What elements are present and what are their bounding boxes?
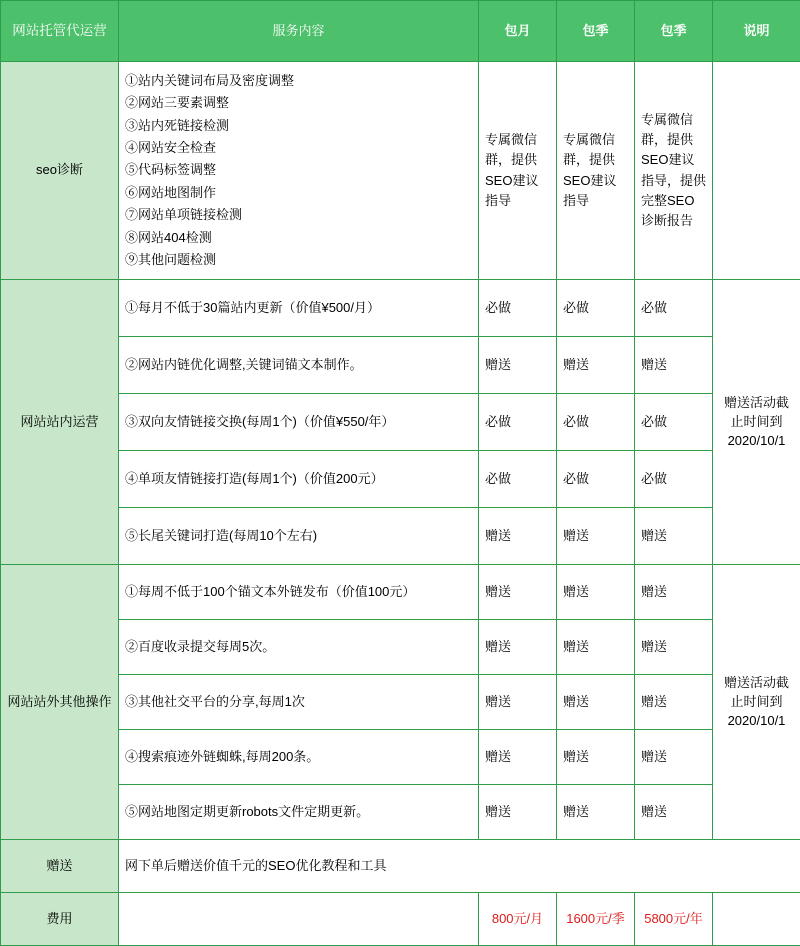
- category-fee: 费用: [1, 893, 119, 946]
- list-item: ④网站安全检查: [125, 137, 472, 159]
- header-quarterly: 包季: [557, 1, 635, 62]
- fee-note: [713, 893, 800, 946]
- offsite-item-desc: ②百度收录提交每周5次。: [119, 620, 479, 675]
- table-row: [1, 62, 800, 280]
- header-category: 网站托管代运营: [1, 1, 119, 62]
- fee-description: [119, 893, 479, 946]
- header-service: 服务内容: [119, 1, 479, 62]
- offsite-item-monthly: 赠送: [479, 565, 557, 620]
- table-row: [1, 337, 800, 394]
- onsite-item-monthly: 必做: [479, 451, 557, 508]
- onsite-item-quarterly: 必做: [557, 451, 635, 508]
- list-item: ⑦网站单项链接检测: [125, 204, 472, 226]
- onsite-item-desc: ③双向友情链接交换(每周1个)（价值¥550/年）: [119, 394, 479, 451]
- table-row: [1, 280, 800, 337]
- offsite-item-desc: ③其他社交平台的分享,每周1次: [119, 675, 479, 730]
- list-item: ⑧网站404检测: [125, 227, 472, 249]
- onsite-item-monthly: 赠送: [479, 337, 557, 394]
- onsite-item-quarterly: 必做: [557, 280, 635, 337]
- onsite-item-monthly: 赠送: [479, 508, 557, 565]
- seo-diagnosis-quarterly-2: 专属微信群，提供SEO建议指导，提供完整SEO诊断报告: [635, 62, 713, 280]
- offsite-item-quarterly-2: 赠送: [635, 675, 713, 730]
- offsite-item-quarterly: 赠送: [557, 620, 635, 675]
- offsite-note: 赠送活动截止时间到2020/10/1: [713, 565, 800, 840]
- seo-diagnosis-monthly: 专属微信群，提供SEO建议指导: [479, 62, 557, 280]
- table-row: [1, 620, 800, 675]
- table-row: [1, 451, 800, 508]
- list-item: ③站内死链接检测: [125, 115, 472, 137]
- onsite-item-monthly: 必做: [479, 394, 557, 451]
- list-item: ⑤代码标签调整: [125, 159, 472, 181]
- table-header-row: [1, 1, 800, 62]
- header-monthly: 包月: [479, 1, 557, 62]
- list-item: ⑥网站地图制作: [125, 182, 472, 204]
- onsite-item-quarterly-2: 必做: [635, 394, 713, 451]
- offsite-item-monthly: 赠送: [479, 730, 557, 785]
- offsite-item-quarterly: 赠送: [557, 675, 635, 730]
- offsite-item-desc: ④搜索痕迹外链蜘蛛,每周200条。: [119, 730, 479, 785]
- list-item: ⑨其他问题检测: [125, 249, 472, 271]
- fee-monthly: 800元/月: [479, 893, 557, 946]
- fee-quarterly: 1600元/季: [557, 893, 635, 946]
- offsite-item-quarterly-2: 赠送: [635, 565, 713, 620]
- category-bonus: 赠送: [1, 840, 119, 893]
- table-row: [1, 565, 800, 620]
- onsite-item-desc: ①每月不低于30篇站内更新（价值¥500/月）: [119, 280, 479, 337]
- seo-diagnosis-quarterly: 专属微信群，提供SEO建议指导: [557, 62, 635, 280]
- onsite-item-quarterly: 赠送: [557, 337, 635, 394]
- category-offsite-operations: 网站站外其他操作: [1, 565, 119, 840]
- onsite-item-quarterly-2: 赠送: [635, 508, 713, 565]
- header-note: 说明: [713, 1, 800, 62]
- onsite-item-quarterly-2: 赠送: [635, 337, 713, 394]
- onsite-item-quarterly: 必做: [557, 394, 635, 451]
- onsite-item-quarterly-2: 必做: [635, 451, 713, 508]
- offsite-item-quarterly-2: 赠送: [635, 730, 713, 785]
- table-row: [1, 675, 800, 730]
- offsite-item-desc: ⑤网站地图定期更新robots文件定期更新。: [119, 785, 479, 840]
- table-row: [1, 785, 800, 840]
- offsite-item-monthly: 赠送: [479, 785, 557, 840]
- table-row: [1, 394, 800, 451]
- seo-diagnosis-items: [119, 62, 479, 280]
- bonus-description: 网下单后赠送价值千元的SEO优化教程和工具: [119, 840, 800, 893]
- offsite-item-quarterly-2: 赠送: [635, 785, 713, 840]
- seo-diagnosis-note: [713, 62, 800, 280]
- table-row: [1, 508, 800, 565]
- list-item: ①站内关键词布局及密度调整: [125, 70, 472, 92]
- onsite-item-desc: ②网站内链优化调整,关键词锚文本制作。: [119, 337, 479, 394]
- onsite-item-monthly: 必做: [479, 280, 557, 337]
- offsite-item-quarterly-2: 赠送: [635, 620, 713, 675]
- onsite-item-quarterly: 赠送: [557, 508, 635, 565]
- category-seo-diagnosis: seo诊断: [1, 62, 119, 280]
- category-onsite-operations: 网站站内运营: [1, 280, 119, 565]
- list-item: ②网站三要素调整: [125, 92, 472, 114]
- offsite-item-quarterly: 赠送: [557, 785, 635, 840]
- offsite-item-desc: ①每周不低于100个锚文本外链发布（价值100元）: [119, 565, 479, 620]
- onsite-note: 赠送活动截止时间到2020/10/1: [713, 280, 800, 565]
- offsite-item-quarterly: 赠送: [557, 565, 635, 620]
- onsite-item-quarterly-2: 必做: [635, 280, 713, 337]
- table-row: [1, 730, 800, 785]
- offsite-item-monthly: 赠送: [479, 620, 557, 675]
- table-row-fee: [1, 893, 800, 946]
- onsite-item-desc: ⑤长尾关键词打造(每周10个左右): [119, 508, 479, 565]
- fee-quarterly-2: 5800元/年: [635, 893, 713, 946]
- onsite-item-desc: ④单项友情链接打造(每周1个)（价值200元）: [119, 451, 479, 508]
- offsite-item-quarterly: 赠送: [557, 730, 635, 785]
- header-quarterly-2: 包季: [635, 1, 713, 62]
- offsite-item-monthly: 赠送: [479, 675, 557, 730]
